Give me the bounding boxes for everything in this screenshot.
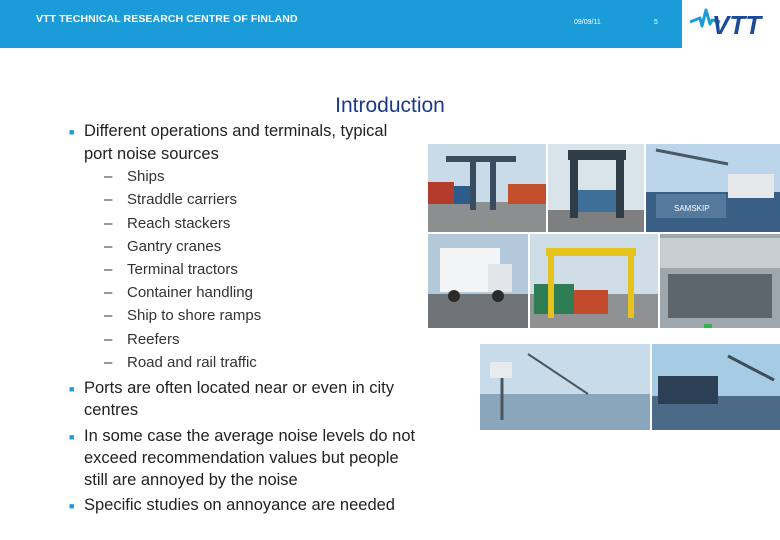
bullet-2-line-1: Ports are often located near or even in city [84,379,395,397]
bullet-marker: ■ [69,384,75,394]
list-item: Gantry cranes [127,238,222,255]
list-dash: – [104,331,113,348]
photo-terminal-truck [428,234,528,328]
list-dash: – [104,215,113,232]
bullet-2-line-2: centres [84,401,139,419]
bullet-1-line-1: Different operations and terminals, typical [84,122,388,140]
list-item: Reefers [127,331,180,348]
svg-text:SAMSKIP: SAMSKIP [674,204,710,213]
bullet-marker: ■ [69,501,75,511]
list-dash: – [104,284,113,301]
slide-header [0,0,780,48]
bullet-marker: ■ [69,432,75,442]
list-item: Straddle carriers [127,191,238,208]
photo-ship-cranes [652,344,780,430]
photo-gantry-crane [428,144,546,232]
list-item: Ships [127,168,165,185]
bullet-3-line-3: still are annoyed by the noise [84,471,298,489]
vtt-logo-icon [682,0,780,48]
vtt-logo [682,0,780,48]
bullet-3-line-1: In some case the average noise levels do not [84,427,416,445]
photo-harbour-crane [480,344,650,430]
svg-text:VTT: VTT [712,10,762,40]
list-item: Terminal tractors [127,261,238,278]
bullet-4-line-1: Specific studies on annoyance are needed [84,496,395,514]
list-item: Road and rail traffic [127,354,257,371]
slide-title: Introduction [335,94,445,117]
slide-date: 09/09/11 [574,19,601,26]
organization-name: VTT TECHNICAL RESEARCH CENTRE OF FINLAND [36,13,298,25]
list-dash: – [104,238,113,255]
list-item: Reach stackers [127,215,231,232]
photo-container-ship [646,144,780,232]
page-number: 5 [654,19,658,26]
bullet-marker: ■ [69,127,75,137]
bullet-3-line-2: exceed recommendation values but people [84,449,399,467]
list-item: Container handling [127,284,253,301]
photo-ship-ramp [660,234,780,328]
list-item: Ship to shore ramps [127,307,262,324]
photo-yellow-gantries [530,234,658,328]
list-dash: – [104,307,113,324]
photo-straddle-carrier [548,144,644,232]
list-dash: – [104,191,113,208]
list-dash: – [104,354,113,371]
list-dash: – [104,261,113,278]
bullet-1-line-2: port noise sources [84,145,219,163]
port-photo-collage [428,144,780,430]
list-dash: – [104,168,113,185]
